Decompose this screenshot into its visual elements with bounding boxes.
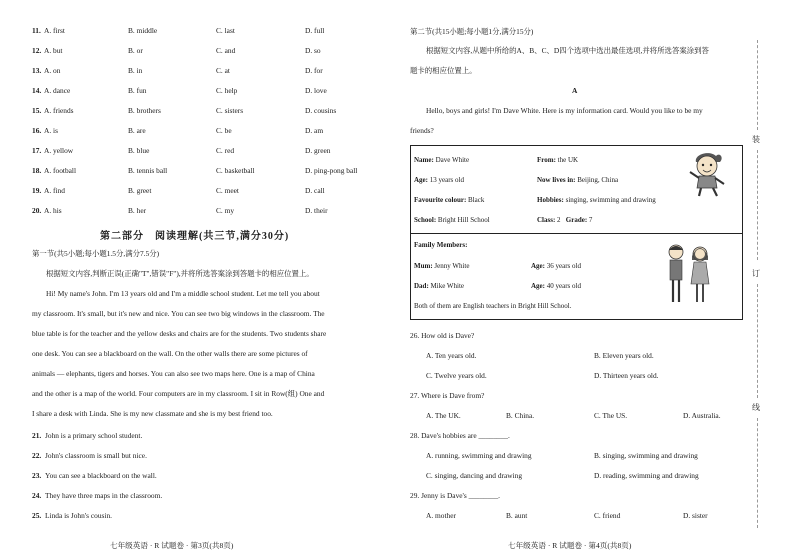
q26-option-d: D. Thirteen years old. xyxy=(594,371,659,380)
cloze-number: 15. xyxy=(32,106,42,115)
page-footer-left: 七年级英语 · R 试题卷 · 第3页(共8页) xyxy=(110,541,234,550)
q28-option-a: A. running, swimming and drawing xyxy=(426,451,532,460)
q29-stem: 29. Jenny is Dave's ________. xyxy=(410,491,501,500)
card-mum-age-key: Age: xyxy=(531,262,545,270)
section2-heading: 第二节(共15小题;每小题1分,满分15分) xyxy=(410,27,534,36)
right-page xyxy=(400,0,794,558)
cloze-option-b: B. in xyxy=(128,66,143,75)
cloze-option-c: C. basketball xyxy=(216,166,255,175)
cloze-option-d: D. love xyxy=(305,86,327,95)
binding-dash-1 xyxy=(757,40,758,130)
card-lives-key: Now lives in: xyxy=(537,176,576,184)
cloze-option-b: B. blue xyxy=(128,146,150,155)
q28-option-b: B. singing, swimming and drawing xyxy=(594,451,698,460)
cloze-option-a: A. football xyxy=(44,166,77,175)
card-dad-value: Mike White xyxy=(428,282,465,290)
card-colour-row xyxy=(414,196,484,205)
q29-option-a: A. mother xyxy=(426,511,456,520)
card-class-row xyxy=(537,216,592,225)
card-age-value: 13 years old xyxy=(428,176,464,184)
binding-mark-xian: 线 xyxy=(752,403,760,412)
card-from-value: the UK xyxy=(555,156,579,164)
passage-line: one desk. You can see a blackboard on the wall. On the other walls there are some pictures of xyxy=(32,349,308,358)
card-from-row xyxy=(537,156,578,165)
card-divider xyxy=(411,233,742,234)
parents-cartoon-illustration xyxy=(659,242,719,306)
q28-option-c: C. singing, dancing and drawing xyxy=(426,471,523,480)
cloze-option-d: D. their xyxy=(305,206,328,215)
cloze-option-c: C. my xyxy=(216,206,235,215)
cloze-number: 16. xyxy=(32,126,42,135)
tf-number: 21. xyxy=(32,431,42,440)
card-mum-age-row xyxy=(531,262,581,271)
passage-line: Hi! My name's John. I'm 13 years old and I'm a middle school student. Let me tell you about xyxy=(46,289,320,298)
card-age-row xyxy=(414,176,464,185)
tf-number: 23. xyxy=(32,471,42,480)
binding-dash-3 xyxy=(757,284,758,398)
tf-number: 24. xyxy=(32,491,42,500)
cloze-option-c: C. meet xyxy=(216,186,239,195)
card-school-key: School: xyxy=(414,216,437,224)
card-hobbies-key: Hobbies: xyxy=(537,196,564,204)
q26-option-c: C. Twelve years old. xyxy=(426,371,487,380)
cloze-option-c: C. sisters xyxy=(216,106,244,115)
card-lives-row xyxy=(537,176,618,185)
cloze-option-d: D. so xyxy=(305,46,321,55)
q29-option-d: D. sister xyxy=(683,511,708,520)
cloze-option-b: B. greet xyxy=(128,186,152,195)
cloze-option-c: C. and xyxy=(216,46,236,55)
card-mum-value: Jenny White xyxy=(432,262,470,270)
cloze-option-a: A. yellow xyxy=(44,146,74,155)
passage-letter: A xyxy=(572,86,578,95)
information-card xyxy=(410,145,743,320)
card-from-key: From: xyxy=(537,156,556,164)
q29-option-c: C. friend xyxy=(594,511,621,520)
card-name-key: Name: xyxy=(414,156,434,164)
passage-intro-line1: Hello, boys and girls! I'm Dave White. Here is my information card. Would you like to be my xyxy=(426,106,703,115)
cloze-option-d: D. green xyxy=(305,146,331,155)
cloze-option-b: B. are xyxy=(128,126,146,135)
cloze-option-a: A. is xyxy=(44,126,58,135)
card-mum-row xyxy=(414,262,469,271)
tf-statement: John's classroom is small but nice. xyxy=(45,451,147,460)
card-dad-age-key: Age: xyxy=(531,282,545,290)
cloze-option-d: D. am xyxy=(305,126,324,135)
card-name-row xyxy=(414,156,469,165)
card-mum-key: Mum: xyxy=(414,262,433,270)
card-class-value: 2 xyxy=(555,216,561,224)
cloze-option-d: D. ping-pong ball xyxy=(305,166,358,175)
q27-option-c: C. The US. xyxy=(594,411,628,420)
cloze-option-a: A. first xyxy=(44,26,65,35)
cloze-option-a: A. friends xyxy=(44,106,74,115)
cloze-number: 19. xyxy=(32,186,42,195)
card-dad-key: Dad: xyxy=(414,282,429,290)
cloze-number: 11. xyxy=(32,26,41,35)
passage-line: my classroom. It's small, but it's new and nice. You can see two big windows in the classroom. The xyxy=(32,309,325,318)
cloze-option-d: D. for xyxy=(305,66,323,75)
cloze-option-a: A. find xyxy=(44,186,65,195)
tf-number: 25. xyxy=(32,511,42,520)
card-age-key: Age: xyxy=(414,176,428,184)
passage-line: I share a desk with Linda. She is my new classmate and she is my best friend too. xyxy=(32,409,273,418)
cloze-option-b: B. or xyxy=(128,46,143,55)
card-name-value: Dave White xyxy=(433,156,470,164)
card-lives-value: Beijing, China xyxy=(575,176,619,184)
section2-instructions-line2: 题卡的相应位置上。 xyxy=(410,66,477,75)
cloze-option-a: A. but xyxy=(44,46,63,55)
q27-option-b: B. China. xyxy=(506,411,535,420)
card-colour-key: Favourite colour: xyxy=(414,196,467,204)
passage-intro-line2: friends? xyxy=(410,126,434,135)
cloze-number: 20. xyxy=(32,206,42,215)
card-dad-age-row xyxy=(531,282,581,291)
card-grade-key: Grade: xyxy=(565,216,588,224)
tf-statement: You can see a blackboard on the wall. xyxy=(45,471,157,480)
cloze-option-c: C. red xyxy=(216,146,235,155)
q28-stem: 28. Dave's hobbies are ________. xyxy=(410,431,510,440)
binding-dash-4 xyxy=(757,418,758,528)
q27-option-d: D. Australia. xyxy=(683,411,721,420)
section2-instructions-line1: 根据短文内容,从题中所给的A、B、C、D四个选项中选出最佳选项,并将所选答案涂到答 xyxy=(426,46,709,55)
q27-option-a: A. The UK. xyxy=(426,411,461,420)
card-grade-value: 7 xyxy=(587,216,593,224)
section1-instructions: 根据短文内容,判断正误(正确"T",错误"F"),并将所选答案涂到答题卡的相应位置上。 xyxy=(46,269,314,278)
cloze-option-c: C. at xyxy=(216,66,230,75)
card-hobbies-row xyxy=(537,196,656,205)
binding-mark-ding: 订 xyxy=(752,269,760,278)
q29-option-b: B. aunt xyxy=(506,511,528,520)
cloze-option-a: A. on xyxy=(44,66,61,75)
card-family-key: Family Members: xyxy=(414,241,468,249)
binding-mark-zhuang: 装 xyxy=(752,135,760,144)
binding-dash-2 xyxy=(757,150,758,260)
cloze-option-b: B. middle xyxy=(128,26,158,35)
passage-line: and the other is a map of the world. Four computers are in my classroom. I sit in Row(组) One and xyxy=(32,389,325,398)
cloze-number: 17. xyxy=(32,146,42,155)
cloze-option-d: D. cousins xyxy=(305,106,337,115)
card-school-value: Bright Hill School xyxy=(436,216,490,224)
q26-option-a: A. Ten years old. xyxy=(426,351,477,360)
q28-option-d: D. reading, swimming and drawing xyxy=(594,471,699,480)
part-title: 第二部分 阅读理解(共三节,满分30分) xyxy=(100,231,290,242)
reading-passage xyxy=(32,284,364,424)
passage-line: animals — elephants, tigers and horses. You can also see two maps here. One is a map of China xyxy=(32,369,315,378)
cloze-option-a: A. his xyxy=(44,206,62,215)
tf-statement: Linda is John's cousin. xyxy=(45,511,113,520)
section1-heading: 第一节(共5小题;每小题1.5分,满分7.5分) xyxy=(32,249,160,258)
card-class-key: Class: xyxy=(537,216,556,224)
card-school-row xyxy=(414,216,490,225)
card-colour-value: Black xyxy=(466,196,485,204)
card-hobbies-value: singing, swimming and drawing xyxy=(563,196,656,204)
cloze-option-b: B. tennis ball xyxy=(128,166,168,175)
cloze-number: 12. xyxy=(32,46,42,55)
card-note: Both of them are English teachers in Bright Hill School. xyxy=(414,302,572,310)
passage-line: blue table is for the teacher and the yellow desks and chairs are for the students. Two students share xyxy=(32,329,327,338)
cloze-number: 14. xyxy=(32,86,42,95)
cloze-option-d: D. full xyxy=(305,26,325,35)
q27-stem: 27. Where is Dave from? xyxy=(410,391,485,400)
tf-statement: They have three maps in the classroom. xyxy=(45,491,163,500)
cloze-option-b: B. fun xyxy=(128,86,147,95)
cloze-number: 18. xyxy=(32,166,42,175)
cloze-number: 13. xyxy=(32,66,42,75)
tf-statement: John is a primary school student. xyxy=(45,431,143,440)
boy-cartoon-illustration xyxy=(686,150,730,198)
page-footer-right: 七年级英语 · R 试题卷 · 第4页(共8页) xyxy=(508,541,632,550)
card-dad-age-value: 40 years old xyxy=(545,282,581,290)
card-mum-age-value: 36 years old xyxy=(545,262,581,270)
cloze-option-b: B. her xyxy=(128,206,147,215)
q26-stem: 26. How old is Dave? xyxy=(410,331,475,340)
tf-number: 22. xyxy=(32,451,42,460)
card-dad-row xyxy=(414,282,464,291)
q26-option-b: B. Eleven years old. xyxy=(594,351,654,360)
cloze-option-a: A. dance xyxy=(44,86,71,95)
cloze-option-b: B. brothers xyxy=(128,106,161,115)
cloze-option-c: C. last xyxy=(216,26,235,35)
cloze-option-c: C. help xyxy=(216,86,238,95)
cloze-option-d: D. call xyxy=(305,186,325,195)
cloze-option-c: C. be xyxy=(216,126,232,135)
card-family-heading xyxy=(414,241,467,250)
